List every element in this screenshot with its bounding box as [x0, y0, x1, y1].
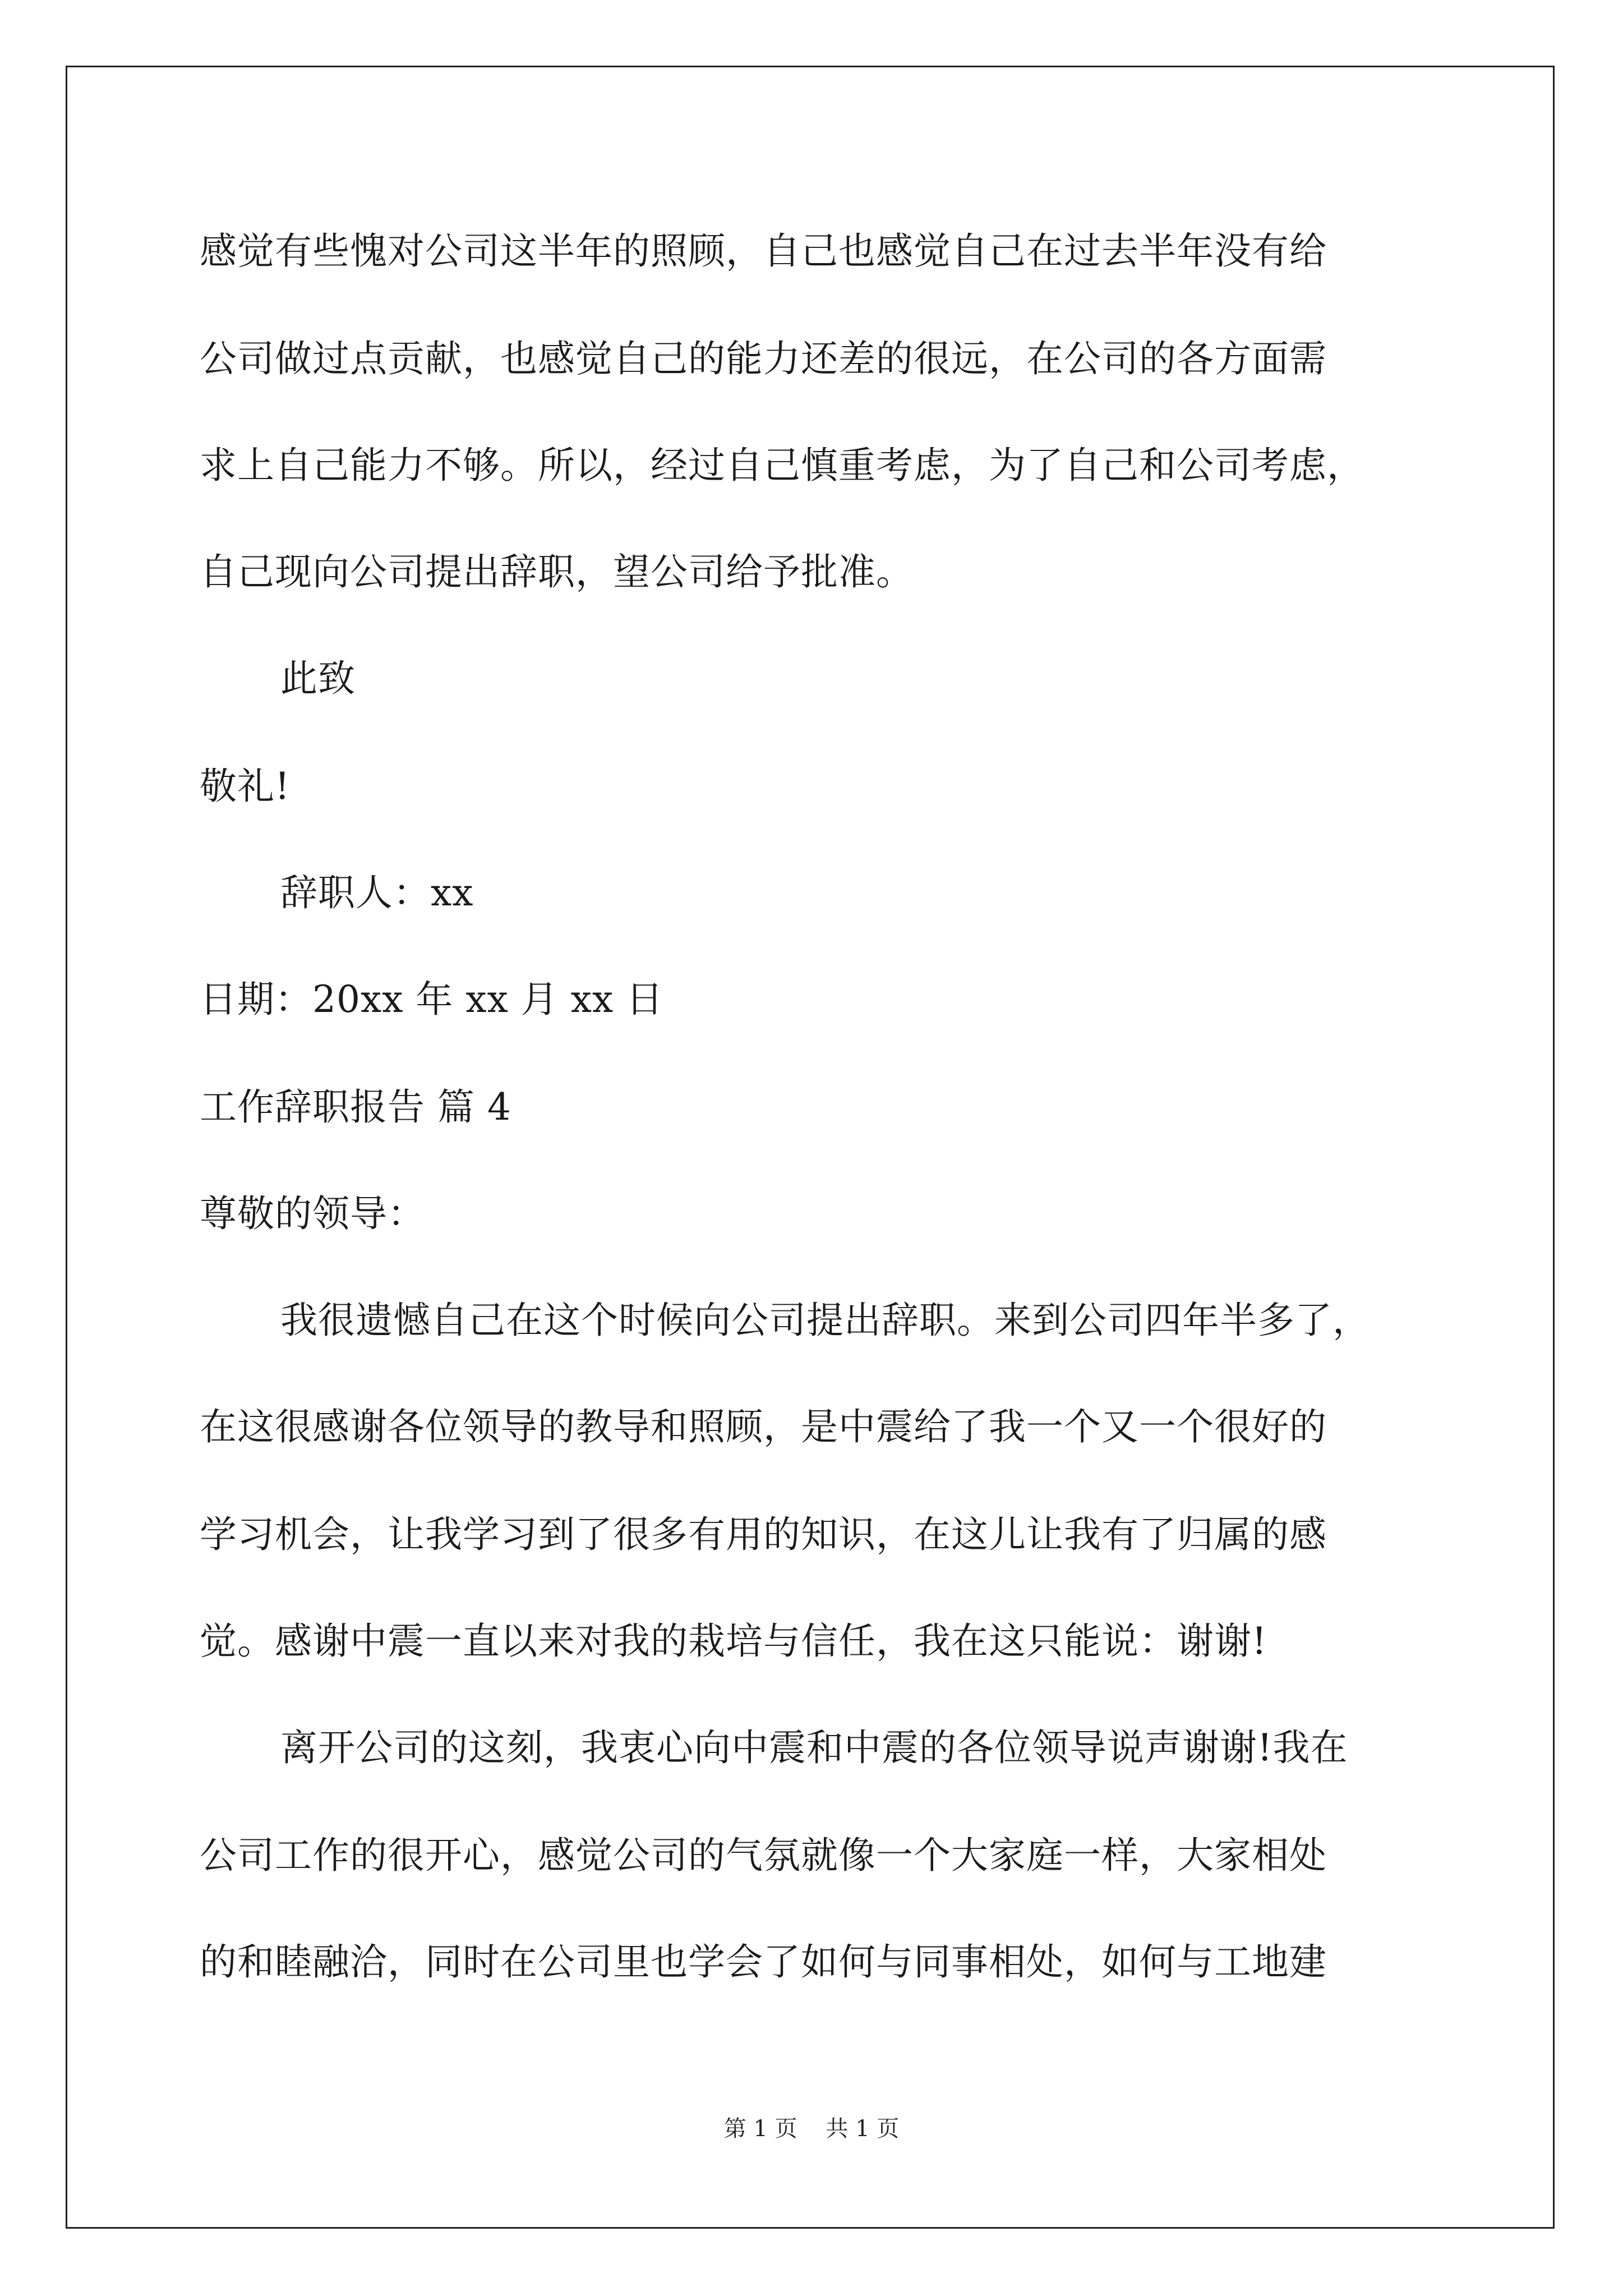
body-line: 的和睦融洽，同时在公司里也学会了如何与同事相处，如何与工地建: [200, 1940, 1327, 1984]
body-line: 求上自己能力不够。所以，经过自己慎重考虑，为了自己和公司考虑，: [200, 444, 1364, 487]
signature-line: 辞职人：xx: [280, 871, 474, 914]
body-line: 感觉有些愧对公司这半年的照顾，自己也感觉自己在过去半年没有给: [200, 229, 1327, 273]
body-line: 公司工作的很开心，感觉公司的气氛就像一个大家庭一样，大家相处: [200, 1834, 1327, 1877]
body-line: 觉。感谢中震一直以来对我的栽培与信任，我在这只能说：谢谢!: [200, 1619, 1267, 1663]
body-line: 离开公司的这刻，我衷心向中震和中震的各位领导说声谢谢!我在: [280, 1726, 1348, 1769]
body-line: 我很遗憾自己在这个时候向公司提出辞职。来到公司四年半多了，: [280, 1299, 1370, 1342]
closing-regards: 敬礼!: [200, 765, 291, 808]
closing-salutation: 此致: [280, 657, 356, 700]
date-line: 日期：20xx 年 xx 月 xx 日: [200, 978, 664, 1021]
page-footer: 第 1 页 共 1 页: [723, 2116, 900, 2142]
body-line: 在这很感谢各位领导的教导和照顾，是中震给了我一个又一个很好的: [200, 1405, 1327, 1448]
body-line: 学习机会，让我学习到了很多有用的知识，在这儿让我有了归属的感: [200, 1513, 1327, 1556]
body-line: 公司做过点贡献，也感觉自己的能力还差的很远，在公司的各方面需: [200, 337, 1327, 380]
greeting-line: 尊敬的领导：: [200, 1192, 425, 1235]
body-line: 自己现向公司提出辞职，望公司给予批准。: [200, 550, 914, 593]
section-heading: 工作辞职报告 篇 4: [200, 1085, 511, 1129]
page-border: [66, 66, 1555, 2229]
